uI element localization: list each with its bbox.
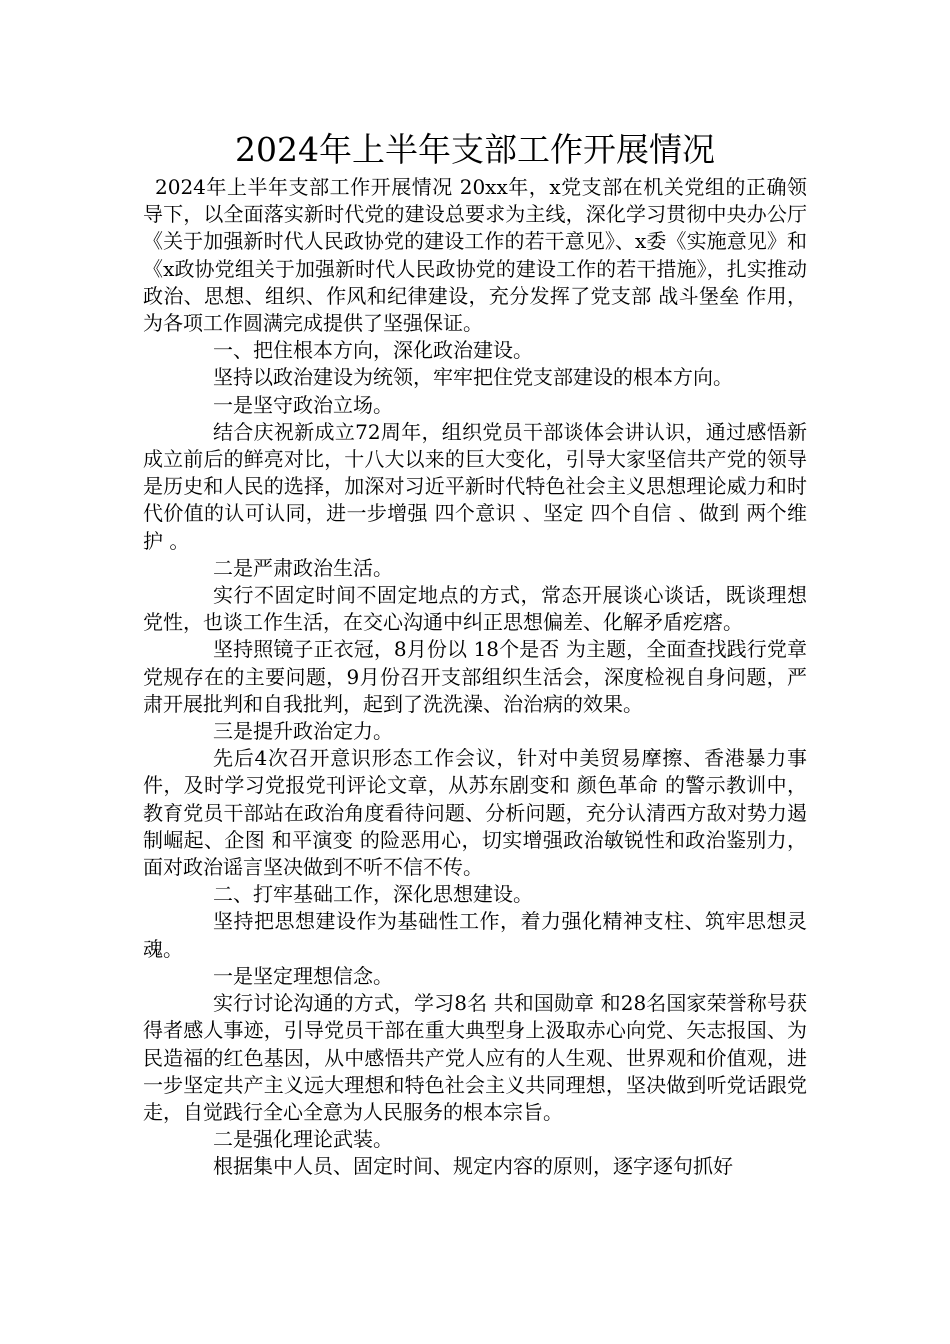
body-paragraph: 结合庆祝新成立72周年，组织党员干部谈体会讲认识，通过感悟新成立前后的鲜亮对比，十八大以来的巨大变化，引导大家坚信共产党的领导是历史和人民的选择，加深对习近平新时代特色社会主义思想理论威力和时代价值的认可认同，进一步增强 四个意识 、坚定 四个自信 、做到 两个维护 。 [143, 419, 807, 553]
section-heading: 一是坚定理想信念。 [213, 963, 393, 988]
body-paragraph: 2024年上半年支部工作开展情况 20xx年，x党支部在机关党组的正确领导下，以全面落实新时代党的建设总要求为主线，深化学习贯彻中央办公厅《关于加强新时代人民政协党的建设工作的若干意见》、x委《实施意见》和《x政协党组关于加强新时代人民政协党的建设工作的若干措施》，扎实推动政治、思想、组织、作风和纪律建设，充分发挥了党支部 战斗堡垒 作用，为各项工作圆满完成提供了坚强保证。 [143, 175, 807, 336]
body-paragraph: 实行讨论沟通的方式，学习8名 共和国勋章 和28名国家荣誉称号获得者感人事迹，引导党员干部在重大典型身上汲取赤心向党、矢志报国、为民造福的红色基因，从中感悟共产党人应有的人生观、世界观和价值观，进一步坚定共产主义远大理想和特色社会主义共同理想，坚决做到听党话跟党走，自觉践行全心全意为人民服务的根本宗旨。 [143, 991, 807, 1124]
body-paragraph: 根据集中人员、固定时间、规定内容的原则，逐字逐句抓好 [213, 1154, 733, 1179]
document-body [143, 174, 807, 1181]
section-heading: 二是严肃政治生活。 [213, 555, 393, 580]
section-heading: 一是坚守政治立场。 [213, 392, 393, 417]
section-heading: 二、打牢基础工作，深化思想建设。 [213, 882, 533, 907]
body-paragraph: 坚持把思想建设作为基础性工作，着力强化精神支柱、筑牢思想灵魂。 [143, 909, 807, 961]
body-paragraph: 坚持照镜子正衣冠，8月份以 18个是否 为主题，全面查找践行党章党规存在的主要问题，9月份召开支部组织生活会，深度检视自身问题，严肃开展批判和自我批判，起到了洗洗澡、治治病的效果。 [143, 637, 807, 716]
body-paragraph: 坚持以政治建设为统领，牢牢把住党支部建设的根本方向。 [213, 365, 733, 390]
section-heading: 三是提升政治定力。 [213, 719, 393, 744]
document-title: 2024年上半年支部工作开展情况 [235, 130, 715, 169]
section-heading: 二是强化理论武装。 [213, 1127, 393, 1152]
body-paragraph: 实行不固定时间不固定地点的方式，常态开展谈心谈话，既谈理想党性，也谈工作生活，在交心沟通中纠正思想偏差、化解矛盾疙瘩。 [143, 583, 807, 635]
section-heading: 一、把住根本方向，深化政治建设。 [213, 338, 533, 363]
body-paragraph: 先后4次召开意识形态工作会议，针对中美贸易摩擦、香港暴力事件，及时学习党报党刊评论文章，从苏东剧变和 颜色革命 的警示教训中，教育党员干部站在政治角度看待问题、分析问题，充分认清西方敌对势力遏制崛起、企图 和平演变 的险恶用心，切实增强政治敏锐性和政治鉴别力，面对政治谣言坚决做到不听不信不传。 [143, 746, 807, 880]
